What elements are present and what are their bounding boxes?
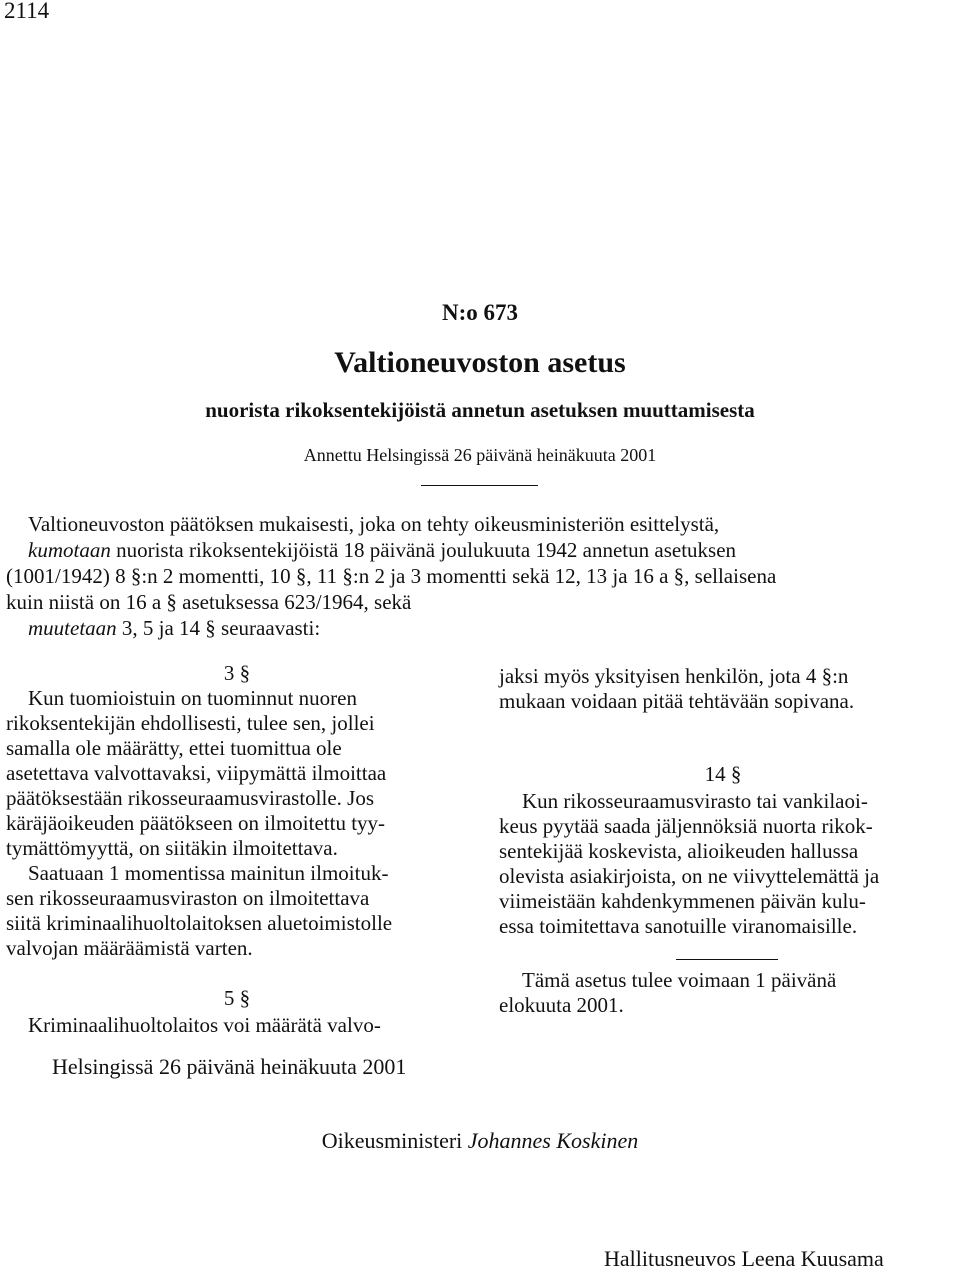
- section-3-line: Saatuaan 1 momentissa mainitun ilmoituk-: [28, 861, 389, 885]
- section-3-line: valvojan määräämistä varten.: [6, 936, 253, 960]
- decree-number: N:o 673: [441, 300, 519, 325]
- preamble-line-2: [28, 537, 736, 563]
- page-number: 2114: [4, 0, 50, 23]
- preamble-line-1: Valtioneuvoston päätöksen mukaisesti, joka on tehty oikeusministeriön esittelystä,: [28, 512, 720, 536]
- section-3-line: tymättömyyttä, on siitäkin ilmoitettava.: [6, 836, 338, 860]
- section-3-line: käräjäoikeuden päätökseen on ilmoitettu tyy-: [6, 811, 386, 835]
- title-divider: [421, 485, 538, 486]
- place-and-date: Helsingissä 26 päivänä heinäkuuta 2001: [52, 1054, 407, 1079]
- section-14-line: sentekijää koskevista, alioikeuden hallussa: [499, 839, 859, 863]
- section-5-continuation-line: mukaan voidaan pitää tehtävään sopivana.: [499, 689, 855, 713]
- preamble-line-3: (1001/1942) 8 §:n 2 momentti, 10 §, 11 §:n 2 ja 3 momentti sekä 12, 13 ja 16 a §, sellaisena: [6, 564, 777, 588]
- section-14-line: essa toimitettava sanotuille viranomaisille.: [499, 914, 858, 938]
- section-14-line: keus pyytää saada jäljennöksiä nuorta rikok-: [499, 814, 873, 838]
- section-14-line: olevista asiakirjoista, on ne viivyttelemättä ja: [499, 864, 880, 888]
- section-5-heading: 5 §: [223, 986, 251, 1010]
- section-divider: [676, 959, 778, 960]
- section-5-continuation-line: jaksi myös yksityisen henkilön, jota 4 §:n: [499, 664, 849, 688]
- section-3-line: siitä kriminaalihuoltolaitoksen aluetoimistolle: [6, 911, 393, 935]
- preamble-line-4: kuin niistä on 16 a § asetuksessa 623/1964, sekä: [6, 590, 412, 614]
- section-5-line: Kriminaalihuoltolaitos voi määrätä valvo-: [28, 1013, 381, 1037]
- muutetaan-word: muutetaan: [28, 616, 117, 640]
- decree-title: Valtioneuvoston asetus: [334, 346, 626, 379]
- decree-subtitle: nuorista rikoksentekijöistä annetun asetuksen muuttamisesta: [205, 398, 755, 422]
- preamble-line-2-rest: nuorista rikoksentekijöistä 18 päivänä joulukuuta 1942 annetun asetuksen: [110, 538, 737, 562]
- section-14-line: Kun rikosseuraamusvirasto tai vankilaoi-: [522, 789, 868, 813]
- entry-into-force-line: Tämä asetus tulee voimaan 1 päivänä: [522, 968, 837, 992]
- minister-title: Oikeusministeri: [321, 1128, 463, 1153]
- section-14-line: viimeistään kahdenkymmenen päivän kulu-: [499, 889, 866, 913]
- section-3-line: asetettava valvottavaksi, viipymättä ilmoittaa: [6, 761, 387, 785]
- section-3-line: rikoksentekijän ehdollisesti, tulee sen, jollei: [6, 711, 375, 735]
- entry-into-force-line: elokuuta 2001.: [499, 993, 624, 1017]
- kumotaan-word: kumotaan: [28, 538, 111, 562]
- preamble-line-5-rest: 3, 5 ja 14 § seuraavasti:: [116, 616, 321, 640]
- preamble-line-5: [28, 615, 320, 641]
- section-3-line: sen rikosseuraamusviraston on ilmoitettava: [6, 886, 370, 910]
- given-line: Annettu Helsingissä 26 päivänä heinäkuuta 2001: [303, 445, 657, 465]
- counsellor-signature: Hallitusneuvos Leena Kuusama: [604, 1246, 884, 1271]
- minister-signature: [0, 1128, 960, 1154]
- section-14-heading: 14 §: [704, 762, 742, 786]
- section-3-line: päätöksestään rikosseuraamusvirastolle. Jos: [6, 786, 374, 810]
- section-3-line: Kun tuomioistuin on tuominnut nuoren: [28, 686, 357, 710]
- section-3-line: samalla ole määrätty, ettei tuomittua ole: [6, 736, 342, 760]
- minister-name: Johannes Koskinen: [467, 1128, 639, 1153]
- section-3-heading: 3 §: [223, 661, 251, 685]
